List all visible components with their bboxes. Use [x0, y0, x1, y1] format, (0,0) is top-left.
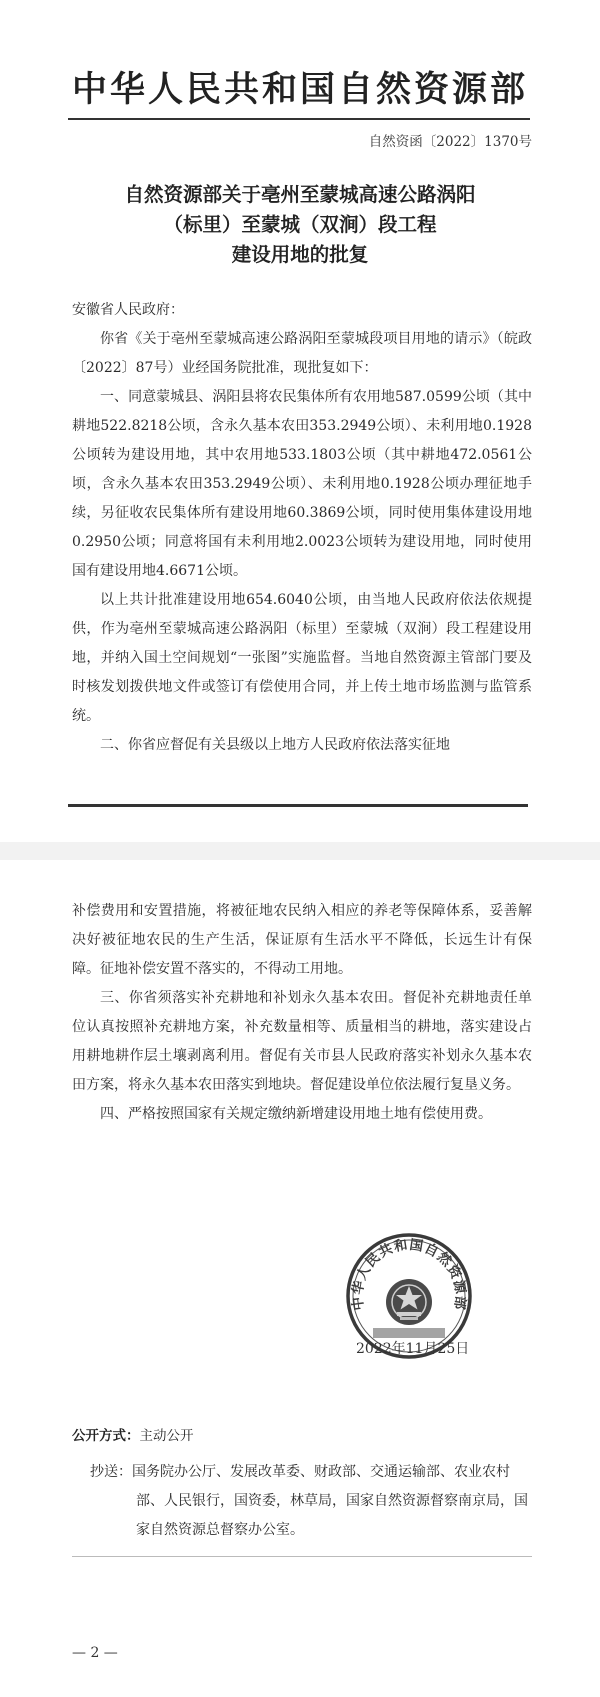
cc-recipients: 国务院办公厅、发展改革委、财政部、交通运输部、农业农村部、人民银行，国资委，林草局，国家自然资源督察南京局，国家自然资源总督察办公室。 [132, 1464, 528, 1538]
disclosure-method [72, 1424, 194, 1444]
item-3-paragraph: 三、你省须落实补充耕地和补划永久基本农田。督促补充耕地责任单位认真按照补充耕地方案，补充数量相等、质量相当的耕地，落实建设占用耕地耕作层土壤剥离利用。督促有关市县人民政府落实补划永久基本农田方案，将永久基本农田落实到地块。督促建设单位依法履行复垦义务。 [72, 990, 532, 1093]
item-1-paragraph: 一、同意蒙城县、涡阳县将农民集体所有农用地587.0599公顷（其中耕地522.8218公顷，含永久基本农田353.2949公顷）、未利用地0.1928公顷转为建设用地，其中农用地533.1803公顷（其中耕地472.0561公顷，含永久基本农田353.2949公顷）、未利用地0.1928公顷办理征地手续，另征收农民集体所有建设用地60.3869公顷，同时使用集体建设用地0.2950公顷；同意将国有未利用地2.0023公顷转为建设用地，同时使用国有建设用地4.6671公顷。 [72, 389, 532, 579]
page-number: — 2 — [72, 1645, 118, 1661]
cc-block [90, 1458, 530, 1545]
document-number: 自然资函〔2022〕1370号 [368, 134, 532, 150]
document-page-1 [0, 0, 600, 842]
masthead: 中华人民共和国自然资源部 [71, 70, 528, 110]
disclosure-label: 公开方式： [72, 1428, 140, 1444]
page-gap [0, 842, 600, 860]
salutation: 安徽省人民政府： [72, 302, 184, 318]
disclosure-value: 主动公开 [139, 1428, 194, 1444]
signature-date: 2022年11月25日 [356, 1341, 470, 1357]
page-bottom-rule [68, 804, 528, 807]
body-page-2 [72, 897, 532, 1129]
title-line-3: 建设用地的批复 [231, 243, 369, 266]
national-emblem-icon [386, 1279, 432, 1325]
item-2-continuation: 补偿费用和安置措施，将被征地农民纳入相应的养老等保障体系，妥善解决好被征地农民的生产生活，保证原有生活水平不降低，长远生计有保障。征地补偿安置不落实的，不得动工用地。 [72, 903, 532, 977]
item-2-start: 二、你省应督促有关县级以上地方人民政府依法落实征地 [100, 737, 450, 753]
cc-label: 抄送： [90, 1464, 132, 1480]
document-title [0, 180, 600, 270]
cc-list [90, 1458, 530, 1545]
body-page-1 [72, 296, 532, 760]
seal-text: 中华人民共和国自然资源部 [349, 1236, 469, 1312]
title-line-2: （标里）至蒙城（双涧）段工程 [163, 213, 437, 236]
intro-paragraph: 你省《关于亳州至蒙城高速公路涡阳至蒙城段项目用地的请示》（皖政〔2022〕87号）业经国务院批准，现批复如下： [72, 331, 532, 376]
item-4-paragraph: 四、严格按照国家有关规定缴纳新增建设用地土地有偿使用费。 [100, 1106, 492, 1122]
total-paragraph: 以上共计批准建设用地654.6040公顷，由当地人民政府依法依规提供，作为亳州至蒙城高速公路涡阳（标里）至蒙城（双涧）段工程建设用地，并纳入国土空间规划“一张图”实施监督。当地自然资源主管部门要及时核发划拨供地文件或签订有偿使用合同，并上传土地市场监测与监管系统。 [72, 592, 532, 724]
cc-rule [72, 1556, 532, 1557]
title-line-1: 自然资源部关于亳州至蒙城高速公路涡阳 [124, 183, 476, 206]
masthead-rule [68, 118, 530, 120]
